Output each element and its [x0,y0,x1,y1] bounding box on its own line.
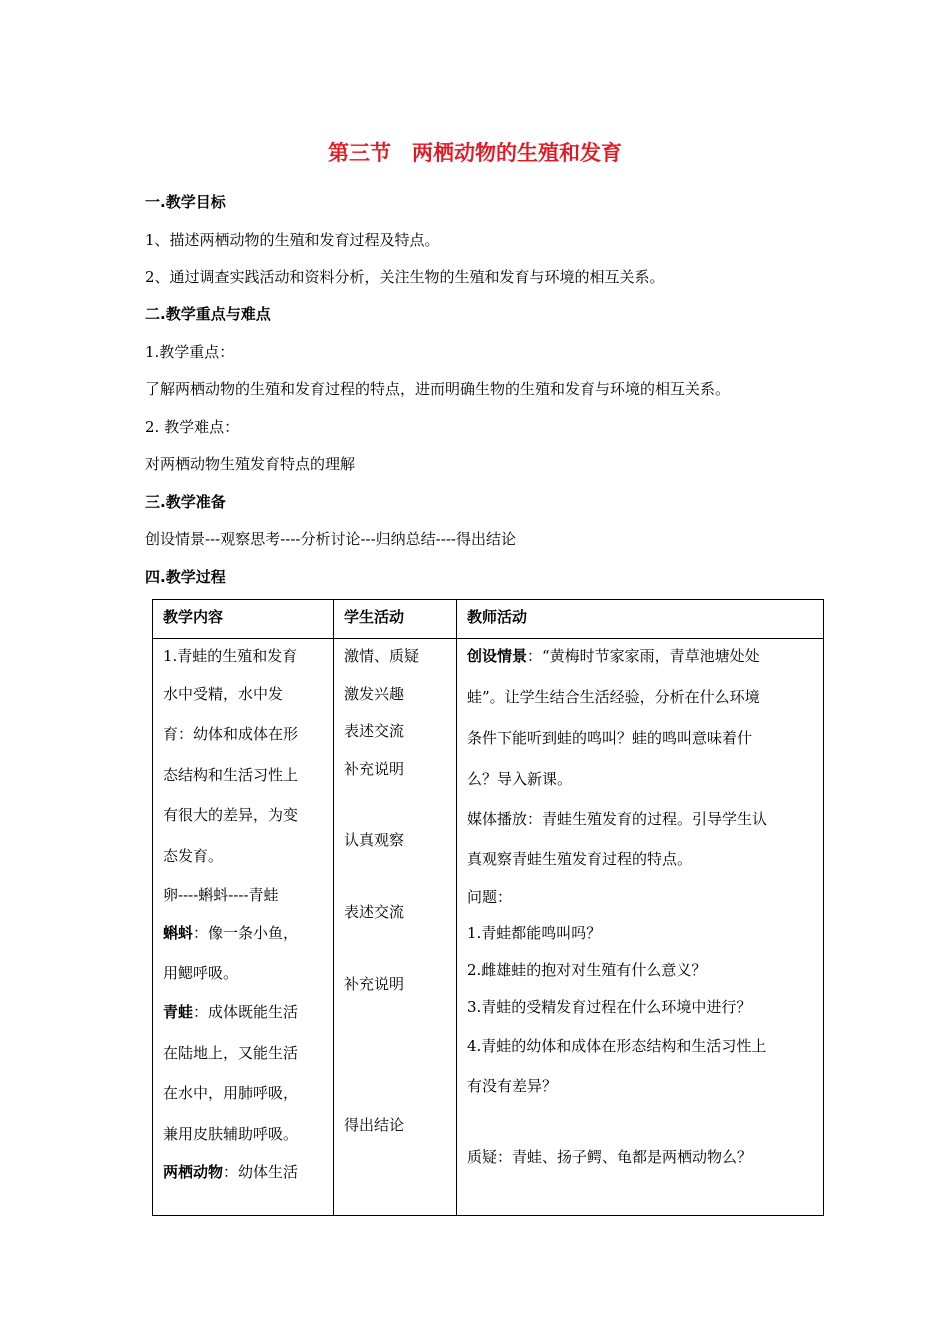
student-activity: 激情、质疑 [344,647,420,665]
difficulty-label: 2. 教学难点： [145,418,240,436]
difficulty-text: 对两栖动物生殖发育特点的理解 [145,455,356,473]
key-point-label: 1.教学重点： [145,343,235,361]
content-line: 态发育。 [163,847,224,865]
student-activity: 得出结论 [344,1116,405,1134]
tadpole-text: ：像一条小鱼， [193,924,299,942]
content-line: 兼用皮肤辅助呼吸。 [163,1125,299,1143]
content-line: 用鳃呼吸。 [163,964,239,982]
amphibian-text: ：幼体生活 [223,1163,299,1181]
content-line [163,1001,298,1022]
teacher-line: 条件下能听到蛙的鸣叫？蛙的鸣叫意味着什 [467,729,753,747]
content-line [163,1161,298,1182]
student-activity: 补充说明 [344,760,405,778]
objective-item: 1、描述两栖动物的生殖和发育过程及特点。 [145,231,440,249]
teacher-line: 问题： [467,888,513,906]
teacher-line: 4.青蛙的幼体和成体在形态结构和生活习性上 [467,1037,767,1055]
teaching-process-table [152,599,824,1216]
intro-label: 创设情景 [467,647,528,665]
key-point-text: 了解两栖动物的生殖和发育过程的特点，进而明确生物的生殖和发育与环境的相互关系。 [145,380,731,398]
content-line: 态结构和生活习性上 [163,766,299,784]
teacher-line: 2.雌雄蛙的抱对对生殖有什么意义？ [467,961,707,979]
student-activity: 激发兴趣 [344,685,405,703]
student-activity: 表述交流 [344,722,405,740]
teacher-line: 蛙”。让学生结合生活经验，分析在什么环境 [467,688,760,706]
section-heading-key-points: 二.教学重点与难点 [145,305,271,323]
amphibian-label: 两栖动物 [163,1163,224,1181]
teacher-activity-cell [457,639,824,1216]
teacher-line: 质疑：青蛙、扬子鳄、龟都是两栖动物么？ [467,1148,753,1166]
student-activity: 表述交流 [344,903,405,921]
table-row [153,639,824,1216]
content-line: 在陆地上，又能生活 [163,1044,299,1062]
content-line [163,922,298,943]
tadpole-label: 蝌蚪 [163,924,194,942]
frog-text: ：成体既能生活 [193,1003,299,1021]
table-header-cell: 教师活动 [457,600,824,639]
preparation-text: 创设情景---观察思考----分析讨论---归纳总结----得出结论 [145,530,516,548]
page-title: 第三节 两栖动物的生殖和发育 [328,141,622,165]
section-heading-objectives: 一.教学目标 [145,193,226,211]
student-activity: 认真观察 [344,831,405,849]
teacher-line: 有没有差异？ [467,1077,558,1095]
table-header-cell: 学生活动 [334,600,457,639]
content-cell [153,639,334,1216]
content-line: 有很大的差异，为变 [163,806,299,824]
table-header-cell: 教学内容 [153,600,334,639]
student-activity-cell [334,639,457,1216]
teacher-line: 3.青蛙的受精发育过程在什么环境中进行？ [467,998,752,1016]
teacher-line: 1.青蛙都能鸣叫吗？ [467,924,602,942]
frog-label: 青蛙 [163,1003,194,1021]
table-header-row [153,600,824,639]
content-line: 卵----蝌蚪----青蛙 [163,886,279,904]
student-activity: 补充说明 [344,975,405,993]
content-line: 在水中，用肺呼吸， [163,1084,299,1102]
teacher-line: 么？导入新课。 [467,770,573,788]
objective-item: 2、通过调查实践活动和资料分析，关注生物的生殖和发育与环境的相互关系。 [145,268,665,286]
section-heading-process: 四.教学过程 [145,568,226,586]
content-line: 水中受精，水中发 [163,685,284,703]
teacher-line: 媒体播放：青蛙生殖发育的过程。引导学生认 [467,810,768,828]
teacher-line [467,645,760,666]
teacher-line: 真观察青蛙生殖发育过程的特点。 [467,850,693,868]
section-heading-preparation: 三.教学准备 [145,493,226,511]
intro-text: ：“黄梅时节家家雨，青草池塘处处 [527,647,760,665]
content-line: 1.青蛙的生殖和发育 [163,647,298,665]
content-line: 育：幼体和成体在形 [163,725,299,743]
